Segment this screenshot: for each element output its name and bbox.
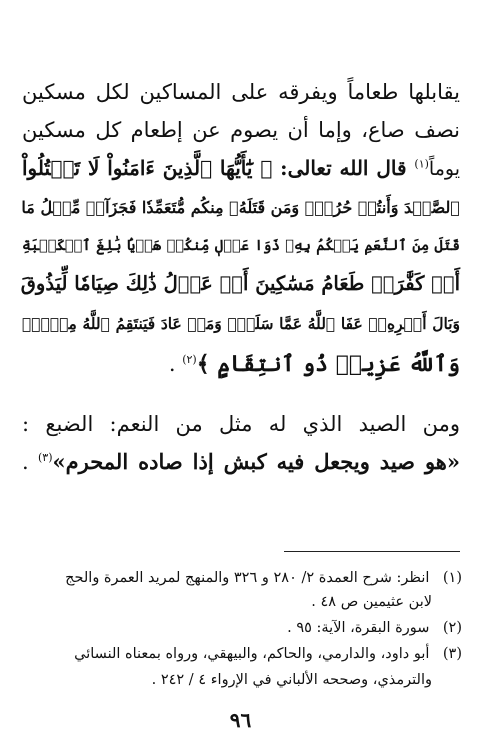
footnote-1 xyxy=(22,566,462,590)
quran-line-3 xyxy=(22,270,460,298)
quran-verse-text: ٱلصَّيۡدَ وَأَنتُمۡ حُرُمٞۚ وَمَن قَتَلَهُۥ مِنكُم مُّتَعَمِّدٗا فَجَزَآءٞ مِّثۡلُ مَا xyxy=(21,198,460,217)
quran-verse-text: قَتَلَ مِنَ ٱلنَّعَمِ يَحۡكُمُ بِهِۦ ذَوَا عَدۡلٖ مِّنكُمۡ هَدۡيَۢا بَٰلِغَ ٱلۡكَعۡبَةِ xyxy=(22,237,460,254)
quran-line-4 xyxy=(22,310,460,338)
footnote-divider xyxy=(284,551,460,552)
footnote-2 xyxy=(22,616,462,640)
footnote-text: أبو داود، والدارمي، والحاكم، والبيهقي، ورواه بمعناه النسائي xyxy=(74,646,430,662)
body-text: ومن الصيد الذي له مثل من النعم: الضبع : xyxy=(22,412,460,436)
page-number: ٩٦ xyxy=(229,708,252,732)
body-text: . xyxy=(168,352,183,376)
body-text: . xyxy=(22,450,38,474)
quran-line-1 xyxy=(22,194,460,222)
footnote-number: (٢) xyxy=(442,620,462,636)
footnote-text: انظر: شرح العمدة ٢/ ٢٨٠ و ٣٢٦ والمنهج لمريد العمرة والحج xyxy=(65,570,430,586)
footnote-3-continued xyxy=(22,668,432,692)
footnote-text: سورة البقرة، الآية: ٩٥ . xyxy=(287,620,430,636)
footnote-ref: (٢) xyxy=(182,353,197,366)
footnote-ref: (٣) xyxy=(38,451,53,464)
quran-line-2 xyxy=(22,232,460,260)
body-line-1 xyxy=(22,78,460,106)
body-line-9 xyxy=(22,410,460,438)
quran-line-5 xyxy=(22,350,460,378)
footnote-number: (١) xyxy=(442,570,462,586)
quran-verse-text: أَوۡ كَفَّٰرَةٞ طَعَامُ مَسَٰكِينَ أَوۡ عَدۡلُ ذَٰلِكَ صِيَامٗا لِّيَذُوقَ xyxy=(20,272,460,295)
footnote-1-continued xyxy=(22,590,432,614)
body-line-2 xyxy=(22,116,460,144)
footnote-ref: (١) xyxy=(414,157,429,171)
hadith-text: «هو صيد ويجعل فيه كبش إذا صاده المحرم» xyxy=(52,449,460,474)
body-text: يقابلها طعاماً ويفرقه على المساكين لكل مسكين xyxy=(22,80,460,104)
body-text: يوماً xyxy=(428,158,460,180)
quran-verse-text: قال الله تعالى: ﴿ يَٰٓأَيُّهَا ٱلَّذِينَ ءَامَنُواْ لَا تَقۡتُلُواْ xyxy=(22,156,415,180)
body-line-10 xyxy=(22,448,460,476)
quran-verse-text: وَبَالَ أَمۡرِهِۦۗ عَفَا ٱللَّهُ عَمَّا سَلَفَۚ وَمَنۡ عَادَ فَيَنتَقِمُ ٱللَّهُ مِنۡهُۚ xyxy=(22,314,460,333)
body-text: نصف صاع، وإما أن يصوم عن إطعام كل مسكين xyxy=(22,118,460,142)
footnote-text: والترمذي، وصححه الألباني في الإرواء ٤ / ٢٤٢ . xyxy=(151,672,432,688)
body-line-3 xyxy=(22,154,460,183)
footnote-3 xyxy=(22,642,462,666)
footnote-number: (٣) xyxy=(442,646,462,662)
footnote-text: لابن عثيمين ص ٤٨ . xyxy=(311,594,432,610)
quran-verse-text: وَٱللَّهُ عَزِيزٞ ذُو ٱنتِقَامٍ ﴾ xyxy=(196,351,460,377)
